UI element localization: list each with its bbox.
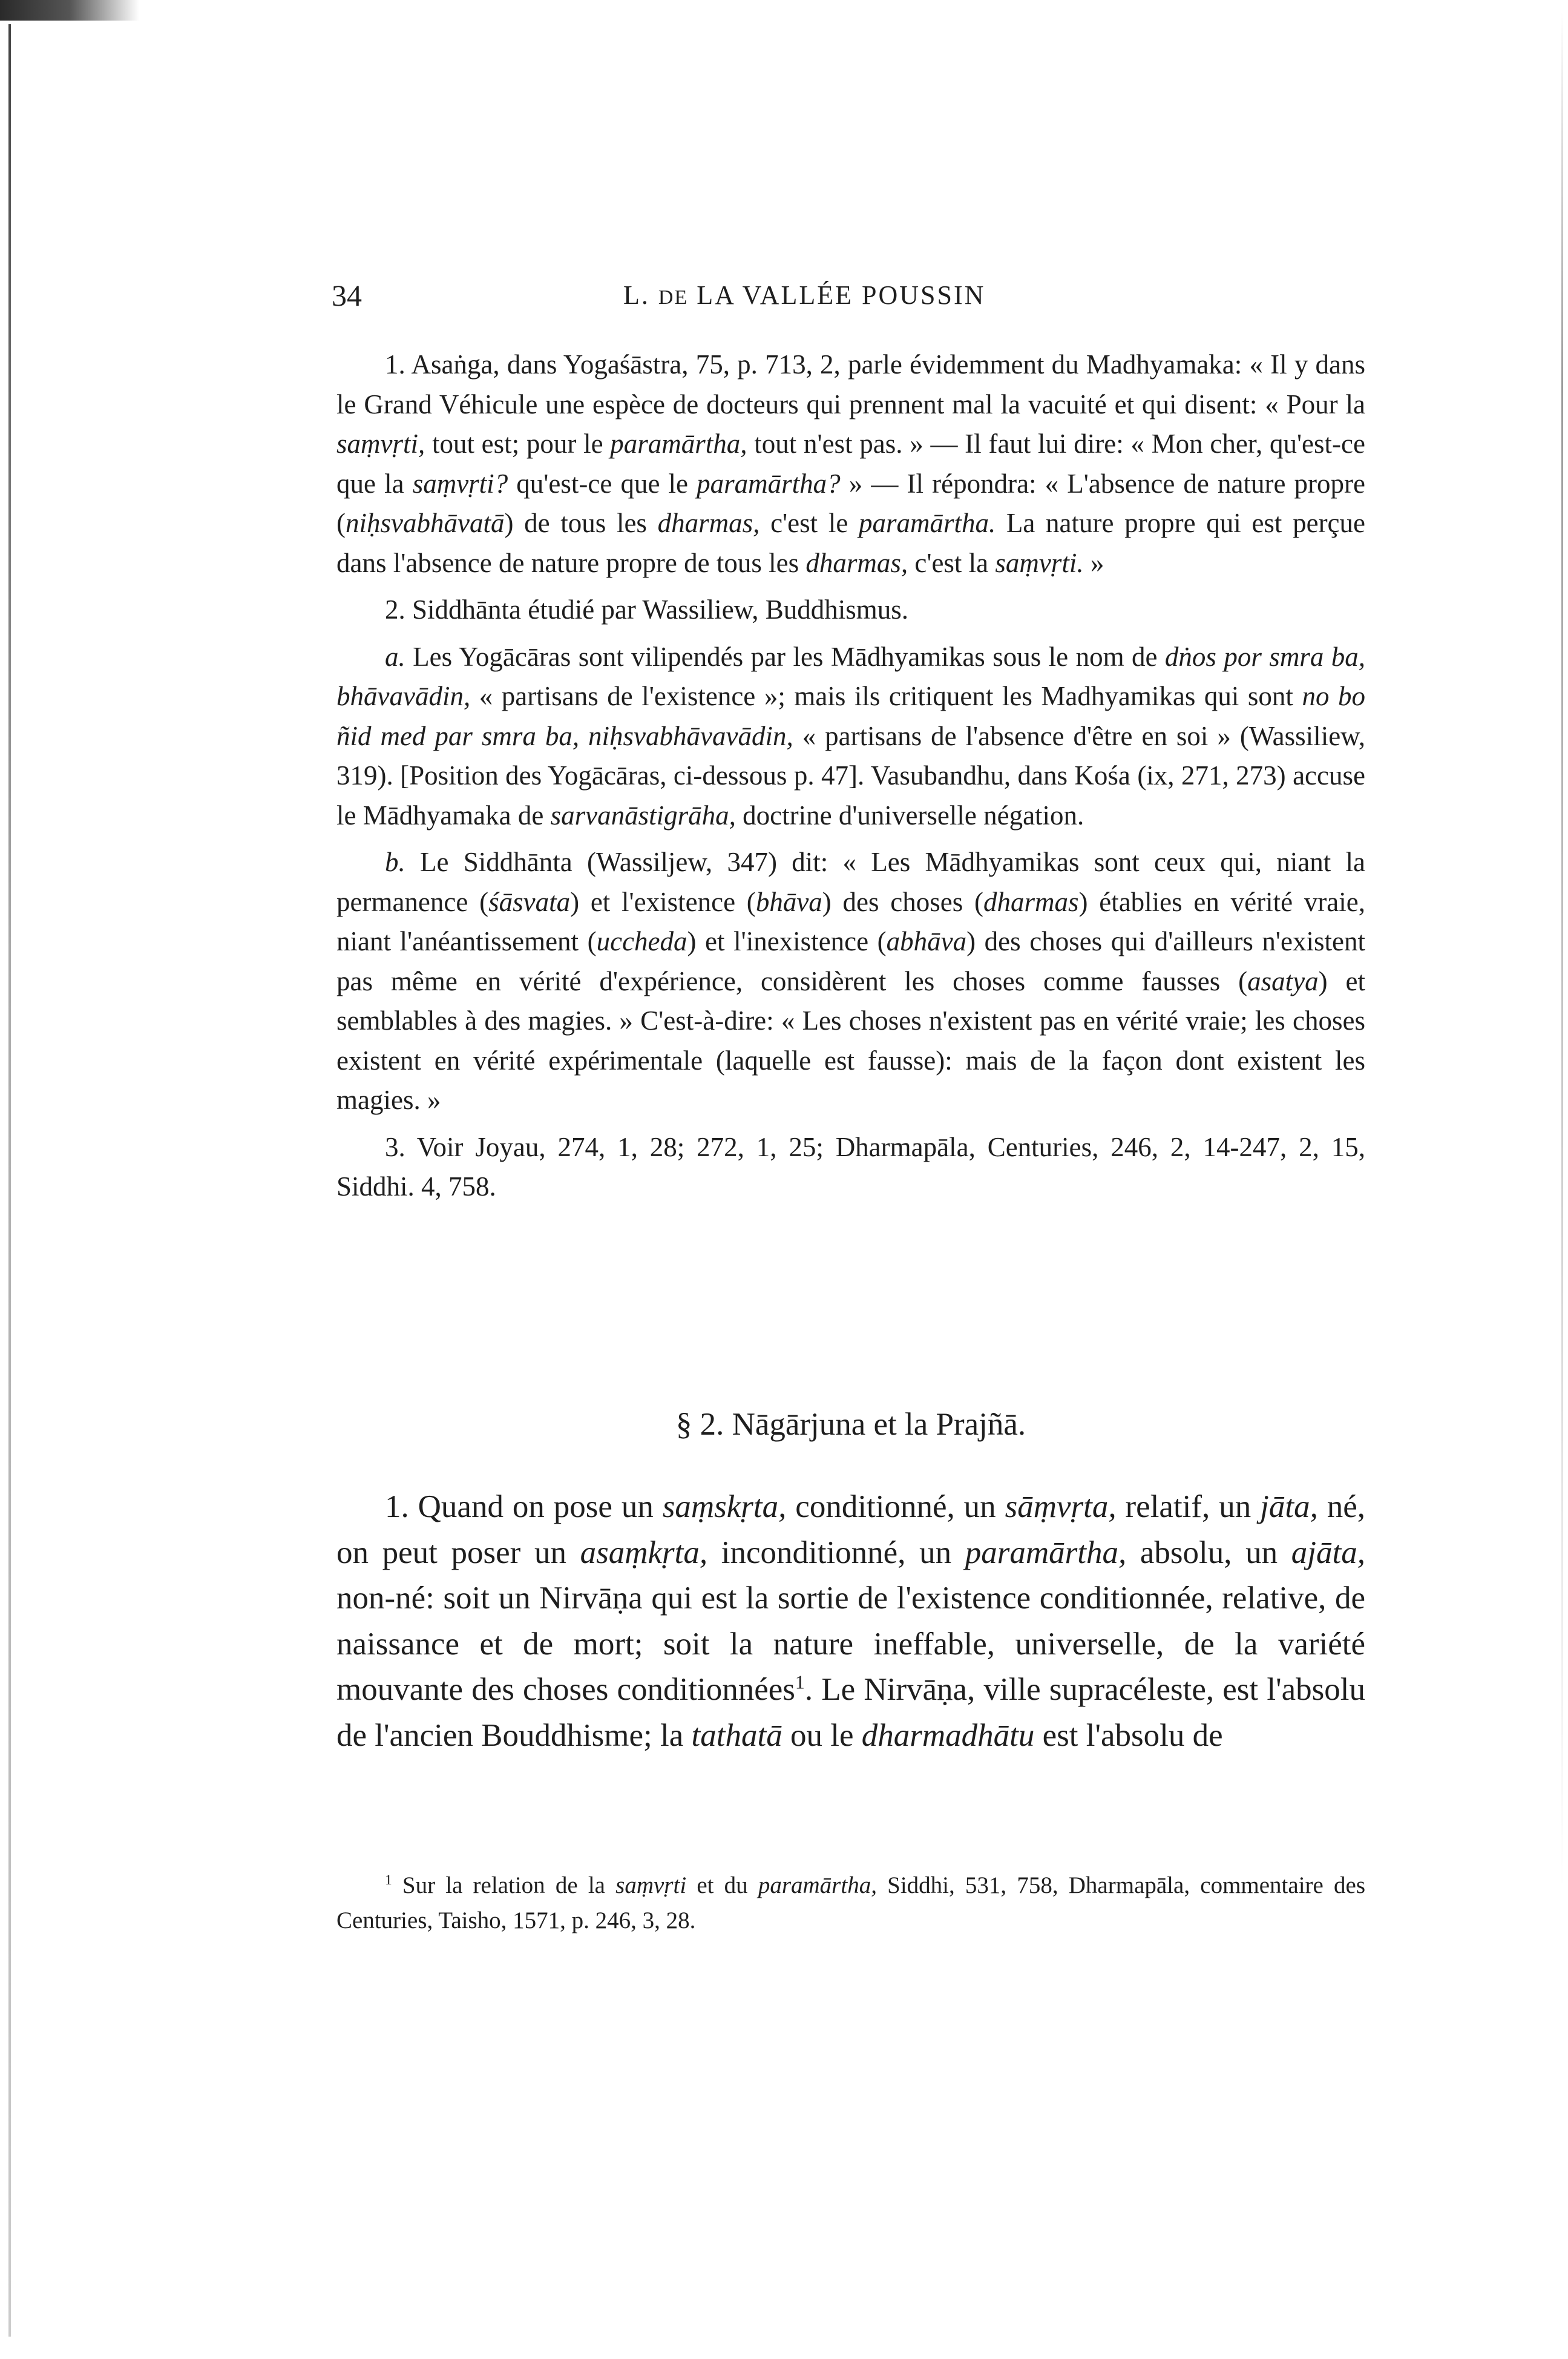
italic-term: abhāva <box>886 926 967 956</box>
italic-term: b. <box>385 847 405 877</box>
text-run: conditionné, un <box>786 1489 1005 1524</box>
note-paragraph <box>336 345 1365 583</box>
italic-term: uccheda <box>596 926 687 956</box>
text-run: 1. Asaṅga, dans Yogaśāstra, 75, p. 713, 2, parle évidemment du Madhyamaka: « Il y dans le Grand Véhicule une espèce de docteurs qui prennent mal la vacuité et qui disent: « Pour la <box>336 349 1365 419</box>
italic-term: dharmadhātu <box>861 1717 1035 1753</box>
text-run: ) de tous les <box>504 508 658 538</box>
text-run: . Le Nirvāṇa, ville supracéleste, est l'absolu de l'ancien Bouddhisme; la <box>336 1672 1365 1753</box>
italic-term: asaṃkṛta, <box>580 1535 708 1570</box>
italic-term: saṃvṛti, <box>336 429 425 459</box>
text-run: ) et l'inexistence ( <box>687 926 887 956</box>
text-run: ) et semblables à des magies. » C'est-à-dire: « Les choses n'existent pas en vérité vraie; les choses existent en vérité expérimentale (laquelle est fausse): mais de la façon dont existent les magies. » <box>336 966 1365 1115</box>
italic-term: saṃvṛti. <box>995 547 1084 578</box>
scan-edge-top <box>0 0 139 21</box>
author-particle: DE <box>658 286 689 309</box>
italic-term: saṃvṛti? <box>412 468 508 499</box>
text-run: » — Il répondra: « L'absence de nature propre ( <box>336 468 1365 538</box>
italic-term: dharmas <box>983 886 1079 917</box>
italic-term: paramārtha, <box>965 1535 1127 1570</box>
text-run: 1. Quand on pose un <box>385 1489 663 1524</box>
italic-term: paramārtha, <box>758 1872 877 1898</box>
text-run: absolu, un <box>1126 1535 1291 1570</box>
footnote-marker: 1 <box>385 1872 392 1888</box>
italic-term: dharmas, <box>805 547 908 578</box>
text-run: « partisans de l'existence »; mais ils critiquent les Madhyamikas qui sont <box>470 681 1302 711</box>
page-number: 34 <box>332 278 362 312</box>
text-run: Sur la relation de la <box>392 1872 616 1898</box>
text-run: c'est le <box>759 508 859 538</box>
text-run: né, on peut poser un <box>336 1489 1366 1570</box>
scan-edge-right <box>1561 12 1563 1889</box>
italic-term: dṅos por smra ba, bhāvavādin, <box>336 641 1365 711</box>
text-run: tout est; pour le <box>425 429 611 459</box>
italic-term: ajāta, <box>1291 1535 1365 1570</box>
note-paragraph <box>336 590 1365 630</box>
text-run: 2. Siddhānta étudié par Wassiliew, Buddhismus. <box>385 594 909 625</box>
italic-term: a. <box>385 641 405 672</box>
italic-term: dharmas, <box>657 508 760 538</box>
author-initial: L. <box>623 280 650 310</box>
italic-term: niḥsvabhāvatā <box>346 508 505 538</box>
text-run: relatif, un <box>1116 1489 1261 1524</box>
notes-block <box>336 345 1365 1207</box>
running-head <box>623 277 1168 316</box>
text-run: ) établies en vérité vraie, niant l'anéantissement ( <box>336 886 1366 956</box>
italic-term: saṃskṛta, <box>662 1489 787 1524</box>
text-run: qu'est-ce que le <box>508 468 697 499</box>
italic-term: paramārtha? <box>697 468 841 499</box>
italic-term: tathatā <box>691 1717 782 1753</box>
text-run: inconditionné, un <box>707 1535 965 1570</box>
italic-term: saṃvṛti <box>615 1872 687 1898</box>
text-run: ) des choses ( <box>822 886 983 917</box>
italic-term: bhāva <box>755 886 822 917</box>
footnote-block <box>336 1868 1365 1938</box>
italic-term: no bo ñid med par smra ba, niḥsvabhāvavādin, <box>336 681 1365 751</box>
scan-edge-left <box>8 24 11 2337</box>
note-paragraph <box>336 1128 1365 1207</box>
text-run: 3. Voir Joyau, 274, 1, 28; 272, 1, 25; Dharmapāla, Centuries, 246, 2, 14-247, 2, 15, Siddhi. 4, 758. <box>336 1131 1365 1202</box>
text-run: est l'absolu de <box>1034 1717 1223 1753</box>
italic-term: śāsvata <box>488 886 571 917</box>
italic-term: paramārtha. <box>858 508 996 538</box>
footnote <box>336 1868 1365 1938</box>
author-name: LA VALLÉE POUSSIN <box>697 280 986 310</box>
text-run: Les Yogācāras sont vilipendés par les Mādhyamikas sous le nom de <box>405 641 1165 672</box>
text-run: ) et l'existence ( <box>570 886 756 917</box>
italic-term: sāṃvṛta, <box>1005 1489 1117 1524</box>
text-run: ou le <box>782 1717 862 1753</box>
text-run: « partisans de l'absence d'être en soi » (Wassiliew, 319). [Position des Yogācāras, ci-dessous p. 47]. Vasubandhu, dans Kośa (ix, 271, 273) accuse le Mādhyamaka de <box>336 720 1365 831</box>
text-run: ) des choses qui d'ailleurs n'existent pas même en vérité d'expérience, considèrent les choses comme fausses ( <box>336 926 1365 996</box>
body-text <box>336 1484 1365 1759</box>
text-run: Le Siddhānta (Wassiljew, 347) dit: « Les Mādhyamikas sont ceux qui, niant la permanence ( <box>336 847 1365 917</box>
text-run: non-né: soit un Nirvāṇa qui est la sortie de l'existence conditionnée, relative, de naissance et de mort; soit la nature ineffable, universelle, de la variété mouvante des choses conditionnées <box>336 1581 1365 1707</box>
footnote-marker: 1 <box>795 1671 805 1693</box>
text-run: doctrine d'universelle négation. <box>735 800 1084 831</box>
note-paragraph <box>336 843 1365 1120</box>
italic-term: sarvanāstigrāha, <box>550 800 736 831</box>
text-run: » <box>1083 547 1104 578</box>
body-paragraph <box>336 1484 1365 1759</box>
text-run: tout n'est pas. » — Il faut lui dire: « Mon cher, qu'est-ce que la <box>336 429 1365 499</box>
text-run: c'est la <box>908 547 996 578</box>
text-run: Siddhi, 531, 758, Dharmapāla, commentaire des Centuries, Taisho, 1571, p. 246, 3, 28. <box>336 1872 1365 1933</box>
note-paragraph <box>336 637 1365 836</box>
italic-term: asatya <box>1247 966 1319 996</box>
text-run: et du <box>686 1872 758 1898</box>
section-title: § 2. Nāgārjuna et la Prajñā. <box>675 1407 1026 1442</box>
text-run: La nature propre qui est perçue dans l'absence de nature propre de tous les <box>336 508 1366 578</box>
italic-term: paramārtha, <box>610 429 747 459</box>
italic-term: jāta, <box>1260 1489 1318 1524</box>
